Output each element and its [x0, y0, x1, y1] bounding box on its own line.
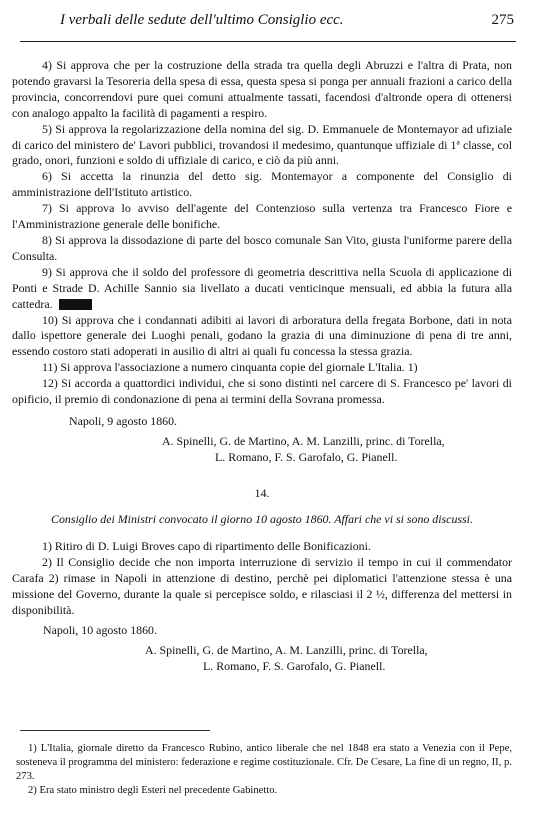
paragraph-4: 4) Si approva che per la costruzione della strada tra quella degli Abruzzi e l'altra di Prata, non potendo gravarsi la Tesoreria della spesa di essa, questa spesa si ponga per annuali frazioni a carico della provincia, concorrendovi pure quei comuni attualmente tassati, facendosi d'altronde opera di ottenersi con analogo appalto la facilità di pagamenti a respiro.: [12, 58, 512, 120]
signature-line-1: A. Spinelli, G. de Martino, A. M. Lanzilli, princ. di Torella,: [162, 433, 445, 448]
running-header: [60, 12, 514, 29]
signature2-line-2: L. Romano, F. S. Garofalo, G. Pianell.: [203, 658, 386, 673]
signature-line-2: L. Romano, F. S. Garofalo, G. Pianell.: [215, 449, 398, 464]
paragraph-7: 7) Si approva lo avviso dell'agente del Contenzioso sulla vertenza tra Francesco Fiore e l'Amministrazione generale delle bonifiche.: [12, 201, 512, 232]
signatures-2: [12, 643, 512, 675]
paragraph-8: 8) Si approva la dissodazione di parte del bosco comunale San Vito, giusta l'uniforme parere della Consulta.: [12, 232, 512, 263]
document-title: Consiglio dei Ministri convocato il giorno 10 agosto 1860. Affari che vi si sono discussi.: [51, 511, 473, 526]
item-1: 1) Ritiro di D. Luigi Broves capo di ripartimento delle Bonificazioni.: [42, 539, 371, 554]
paragraph-9: [12, 265, 512, 313]
paragraph-11: 11) Si approva l'associazione a numero cinquanta copie del giornale L'Italia. 1): [42, 360, 418, 375]
signature2-line-1: A. Spinelli, G. de Martino, A. M. Lanzilli, princ. di Torella,: [145, 642, 428, 657]
footnote-1: 1) L'Italia, giornale diretto da Francesco Rubino, antico liberale che nel 1848 era stato a Venezia con il Pepe, sosteneva il programma del ministero: federazione e regime costituzionale. Cfr. De Cesare, La fine di un regno, II, p. 273.: [16, 743, 512, 782]
footnote-rule: [20, 730, 210, 731]
redaction-mark: [59, 299, 92, 310]
paragraph-5: 5) Si approva la regolarizzazione della nomina del sig. D. Emmanuele de Montemayor ad ufiziale di carico del ministero de' Lavori pubblici, trovandosi il medesimo, quantunque uffiziale di 1ª classe, col grado, onori, funzioni e soldo di uffiziale di carico, e ciò da più anni.: [12, 121, 512, 168]
document-body: [12, 58, 512, 675]
header-title: I verbali delle sedute dell'ultimo Consiglio ecc.: [60, 12, 344, 28]
footnotes: [16, 742, 512, 798]
paragraph-10: 10) Si approva che i condannati adibiti ai lavori di arboratura della fregata Borbone, dati in nota dallo ispettore generale dei Luoghi penali, godano la grazia di una diminuzione di pena di tre anni, essendo costoro stati adoperati in ausilio di altri ai quali fu concessa la stessa grazia.: [12, 312, 512, 359]
paragraph-6: 6) Si accetta la rinunzia del detto sig. Montemayor a componente del Consiglio di amministrazione dell'Istituto artistico.: [12, 169, 512, 200]
paragraph-9-text: 9) Si approva che il soldo del professore di geometria descrittiva nella Scuola di applicazione di Ponti e Strade D. Achille Sannio sia livellato a ducati venticinque mensuali, ed abbia la futura alla cattedra.: [12, 264, 512, 311]
place-date-2: Napoli, 10 agosto 1860.: [43, 623, 157, 637]
paragraph-12: 12) Si accorda a quattordici individui, che si sono distinti nel carcere di S. Francesco pe' lavori di opificio, il premio di condonazione di pena ai termini della Sovrana promessa.: [12, 376, 512, 407]
document-number: 14.: [254, 485, 270, 500]
header-rule: [20, 41, 516, 42]
item-2: 2) Il Consiglio decide che non importa interruzione di servizio il tempo in cui il commendator Carafa 2) rimase in Napoli in attenzione di destino, perchè pei diplomatici l'attenzione stessa è una missione del Governo, durante la quale si percepisce soldo, e rilasciasi il 2 ½, differenza del mettersi in disponibilità.: [12, 555, 512, 618]
footnote-2: 2) Era stato ministro degli Esteri nel precedente Gabinetto.: [28, 785, 278, 796]
signatures-1: [12, 434, 512, 466]
place-date-1: Napoli, 9 agosto 1860.: [69, 413, 177, 428]
page-number: 275: [491, 12, 514, 28]
